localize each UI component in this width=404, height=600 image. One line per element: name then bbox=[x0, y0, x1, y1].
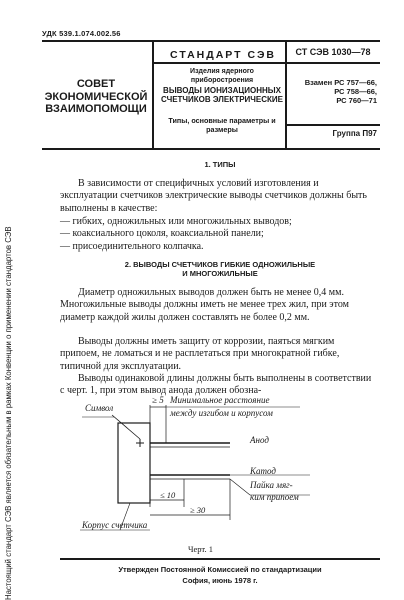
fig-label-dim30: ≥ 30 bbox=[190, 505, 206, 515]
standard-title-main: ВЫВОДЫ ИОНИЗАЦИОННЫХ СЧЕТЧИКОВ ЭЛЕКТРИЧЕСКИЕ bbox=[161, 86, 283, 104]
group-code: Группа П97 bbox=[332, 129, 377, 138]
organization-name bbox=[44, 78, 148, 116]
header-bottom-rule bbox=[42, 148, 380, 150]
fig-label-min-distance: Минимальное расстояние bbox=[170, 395, 270, 405]
section1-intro: В зависимости от специфичных условий изготовления и эксплуатации счетчиков электрические выводы счетчиков должны быть выполнены в качестве: bbox=[60, 178, 367, 214]
standard-label: СТАНДАРТ СЭВ bbox=[170, 49, 276, 61]
fig-label-dim5: ≥ 5 bbox=[152, 395, 164, 405]
approval-date: София, июнь 1978 г. bbox=[182, 576, 258, 585]
header-top-rule bbox=[42, 40, 380, 42]
standard-title-category: Изделия ядерного приборостроения bbox=[190, 68, 254, 84]
list-item: — присоединительного колпачка. bbox=[60, 240, 204, 252]
approval-line: Утвержден Постоянной Комиссией по стандартизации bbox=[118, 565, 322, 574]
list-item: — коаксиального цоколя, коаксиальной панели; bbox=[60, 228, 264, 240]
org-line: ВЗАИМОПОМОЩИ bbox=[45, 103, 147, 115]
footer-rule bbox=[60, 558, 380, 560]
udk-code: УДК 539.1.074.002.56 bbox=[42, 29, 121, 38]
symbol-leader bbox=[112, 415, 140, 439]
group-rule bbox=[285, 124, 380, 126]
fig-label-body: Корпус счетчика bbox=[82, 520, 148, 530]
section2-heading-line: И МНОГОЖИЛЬНЫЕ bbox=[182, 269, 258, 278]
fig-label-solder-2: ким припоем bbox=[250, 492, 299, 502]
counter-body-outline bbox=[118, 423, 150, 503]
section2-heading bbox=[70, 260, 370, 278]
fig-label-min-distance-2: между изгибом и корпусом bbox=[170, 408, 273, 418]
code-underline bbox=[285, 62, 380, 64]
solder-leader bbox=[230, 479, 250, 495]
section1-list bbox=[60, 216, 372, 253]
approval-note bbox=[70, 564, 370, 586]
standard-code: СТ СЭВ 1030—78 bbox=[295, 47, 371, 57]
header-divider-left bbox=[152, 40, 154, 148]
section2-para3: Выводы одинаковой длины должны быть выполнены в соответствии с черт. 1, при этом вывод анода должен обозна- bbox=[60, 373, 372, 397]
fig-label-solder: Пайка мяг- bbox=[250, 480, 293, 490]
replaces-line: РС 758—66, bbox=[334, 87, 377, 96]
replaces-line: Взамен РС 757—66, bbox=[304, 78, 377, 87]
section2-para1: Диаметр одножильных выводов должен быть не менее 0,4 мм. Многожильные выводы должны иметь не менее трех жил, при этом диаметр каждой жилы должен составлять не более 0,2 мм. bbox=[60, 287, 349, 323]
fig-label-cathode: Катод bbox=[250, 466, 276, 476]
figure-caption: Черт. 1 bbox=[188, 544, 214, 554]
list-item: — гибких, одножильных или многожильных выводов; bbox=[60, 216, 292, 227]
org-line: ЭКОНОМИЧЕСКОЙ bbox=[44, 90, 148, 103]
standard-title-subject: Типы, основные параметры и размеры bbox=[168, 116, 276, 134]
replaces-line: РС 760—71 bbox=[336, 96, 377, 105]
section2-heading-line: 2. ВЫВОДЫ СЧЕТЧИКОВ ГИБКИЕ ОДНОЖИЛЬНЫЕ bbox=[124, 260, 316, 269]
fig-label-anode: Анод bbox=[250, 435, 269, 445]
section2-para2: Выводы должны иметь защиту от коррозии, паяться мягким припоем, не ломаться и не расплетаться при многократной гибке, типичной для эксплуатации. bbox=[60, 336, 340, 372]
side-legal-note: Настоящий стандарт СЭВ является обязательным в рамках Конвенции о применении стандартов СЭВ bbox=[4, 226, 13, 600]
replaces-block bbox=[291, 78, 377, 105]
section1-heading: 1. ТИПЫ bbox=[204, 160, 236, 169]
header-divider-right bbox=[285, 40, 287, 148]
fig-label-dim10: ≤ 10 bbox=[160, 490, 176, 500]
fig-label-symbol: Символ bbox=[85, 403, 114, 413]
org-line: СОВЕТ bbox=[76, 78, 116, 90]
